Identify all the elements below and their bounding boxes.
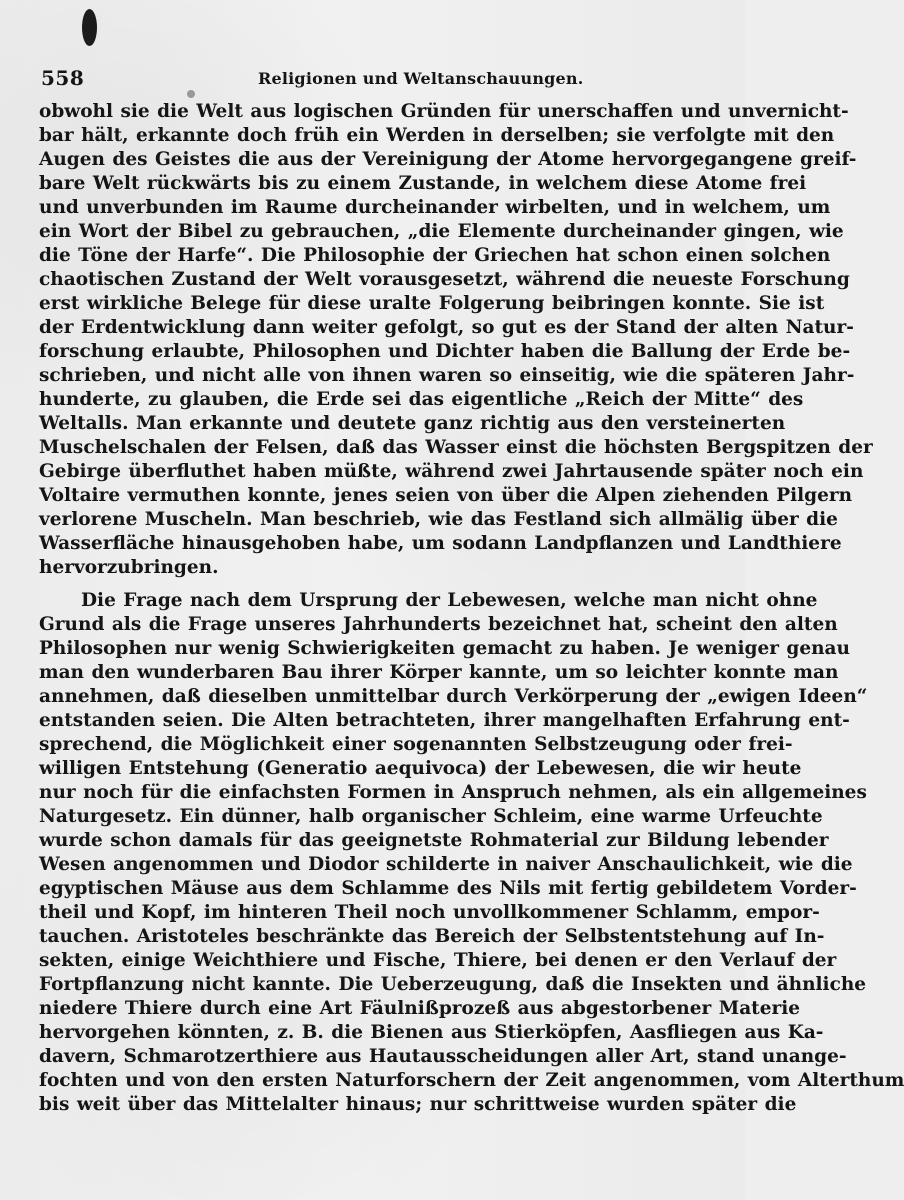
text-line: ein Wort der Bibel zu gebrauchen, „die Elemente durcheinander gingen, wie bbox=[39, 221, 844, 242]
text-line: schrieben, und nicht alle von ihnen waren so einseitig, wie die späteren Jahr- bbox=[39, 365, 855, 386]
text-line: Voltaire vermuthen konnte, jenes seien von über die Alpen ziehenden Pilgern bbox=[39, 485, 853, 506]
text-line: hervorzubringen. bbox=[39, 557, 219, 578]
text-line: niedere Thiere durch eine Art Fäulnißprozeß aus abgestorbener Materie bbox=[39, 998, 801, 1019]
text-line: tauchen. Aristoteles beschränkte das Bereich der Selbstentstehung auf In- bbox=[39, 926, 825, 947]
text-line: fochten und von den ersten Naturforschern der Zeit angenommen, vom Alterthum bbox=[39, 1070, 904, 1091]
text-line: Grund als die Frage unseres Jahrhunderts bezeichnet hat, scheint den alten bbox=[39, 614, 838, 635]
text-line: Wasserfläche hinausgehoben habe, um sodann Landpflanzen und Landthiere bbox=[39, 533, 842, 554]
page-header bbox=[41, 66, 701, 94]
text-line: bis weit über das Mittelalter hinaus; nur schrittweise wurden später die bbox=[39, 1094, 797, 1115]
ink-blot bbox=[82, 9, 97, 46]
text-line: bar hält, erkannte doch früh ein Werden in derselben; sie verfolgte mit den bbox=[39, 125, 835, 146]
text-line: davern, Schmarotzerthiere aus Hautausscheidungen aller Art, stand unange- bbox=[39, 1046, 847, 1067]
text-line: hervorgehen könnten, z. B. die Bienen aus Stierköpfen, Aasfliegen aus Ka- bbox=[39, 1022, 824, 1043]
text-line: obwohl sie die Welt aus logischen Gründen für unerschaffen und unvernicht- bbox=[39, 101, 849, 122]
text-line: egyptischen Mäuse aus dem Schlamme des Nils mit fertig gebildetem Vorder- bbox=[39, 878, 857, 899]
text-line: entstanden seien. Die Alten betrachteten, ihrer mangelhaften Erfahrung ent- bbox=[39, 710, 850, 731]
text-line: theil und Kopf, im hinteren Theil noch unvollkommener Schlamm, empor- bbox=[39, 902, 820, 923]
text-line: Augen des Geistes die aus der Vereinigung der Atome hervorgegangene greif- bbox=[39, 149, 857, 170]
text-line: und unverbunden im Raume durcheinander wirbelten, und in welchem, um bbox=[39, 197, 831, 218]
text-line: man den wunderbaren Bau ihrer Körper kannte, um so leichter konnte man bbox=[39, 662, 839, 683]
text-line: nur noch für die einfachsten Formen in Anspruch nehmen, als ein allgemeines bbox=[39, 782, 867, 803]
paragraph-first-line: Die Frage nach dem Ursprung der Lebewesen, welche man nicht ohne bbox=[81, 590, 818, 611]
page-number: 558 bbox=[41, 66, 85, 90]
text-line: Weltalls. Man erkannte und deutete ganz richtig aus den versteinerten bbox=[39, 413, 786, 434]
text-line: sprechend, die Möglichkeit einer sogenannten Selbstzeugung oder frei- bbox=[39, 734, 793, 755]
text-line: annehmen, daß dieselben unmittelbar durch Verkörperung der „ewigen Ideen“ bbox=[39, 686, 868, 707]
text-line: die Töne der Harfe“. Die Philosophie der Griechen hat schon einen solchen bbox=[39, 245, 831, 266]
text-line: wurde schon damals für das geeignetste Rohmaterial zur Bildung lebender bbox=[39, 830, 829, 851]
text-line: chaotischen Zustand der Welt vorausgesetzt, während die neueste Forschung bbox=[39, 269, 850, 290]
text-line: erst wirkliche Belege für diese uralte Folgerung beibringen konnte. Sie ist bbox=[39, 293, 825, 314]
text-line: bare Welt rückwärts bis zu einem Zustande, in welchem diese Atome frei bbox=[39, 173, 807, 194]
text-line: Muschelschalen der Felsen, daß das Wasser einst die höchsten Bergspitzen der bbox=[39, 437, 873, 458]
text-line: Philosophen nur wenig Schwierigkeiten gemacht zu haben. Je weniger genau bbox=[39, 638, 850, 659]
text-line: forschung erlaubte, Philosophen und Dichter haben die Ballung der Erde be- bbox=[39, 341, 851, 362]
text-line: der Erdentwicklung dann weiter gefolgt, so gut es der Stand der alten Natur- bbox=[39, 317, 854, 338]
text-line: sekten, einige Weichthiere und Fische, Thiere, bei denen er den Verlauf der bbox=[39, 950, 837, 971]
text-line: Fortpflanzung nicht kannte. Die Ueberzeugung, daß die Insekten und ähnliche bbox=[39, 974, 867, 995]
running-title: Religionen und Weltanschauungen. bbox=[258, 69, 584, 88]
text-line: Naturgesetz. Ein dünner, halb organischer Schleim, eine warme Urfeuchte bbox=[39, 806, 823, 827]
text-line: verlorene Muscheln. Man beschrieb, wie das Festland sich allmälig über die bbox=[39, 509, 838, 530]
text-line: willigen Entstehung (Generatio aequivoca) der Lebewesen, die wir heute bbox=[39, 758, 802, 779]
text-line: Wesen angenommen und Diodor schilderte in naiver Anschaulichkeit, wie die bbox=[39, 854, 853, 875]
text-line: hunderte, zu glauben, die Erde sei das eigentliche „Reich der Mitte“ des bbox=[39, 389, 804, 410]
text-line: Gebirge überfluthet haben müßte, während zwei Jahrtausende später noch ein bbox=[39, 461, 864, 482]
